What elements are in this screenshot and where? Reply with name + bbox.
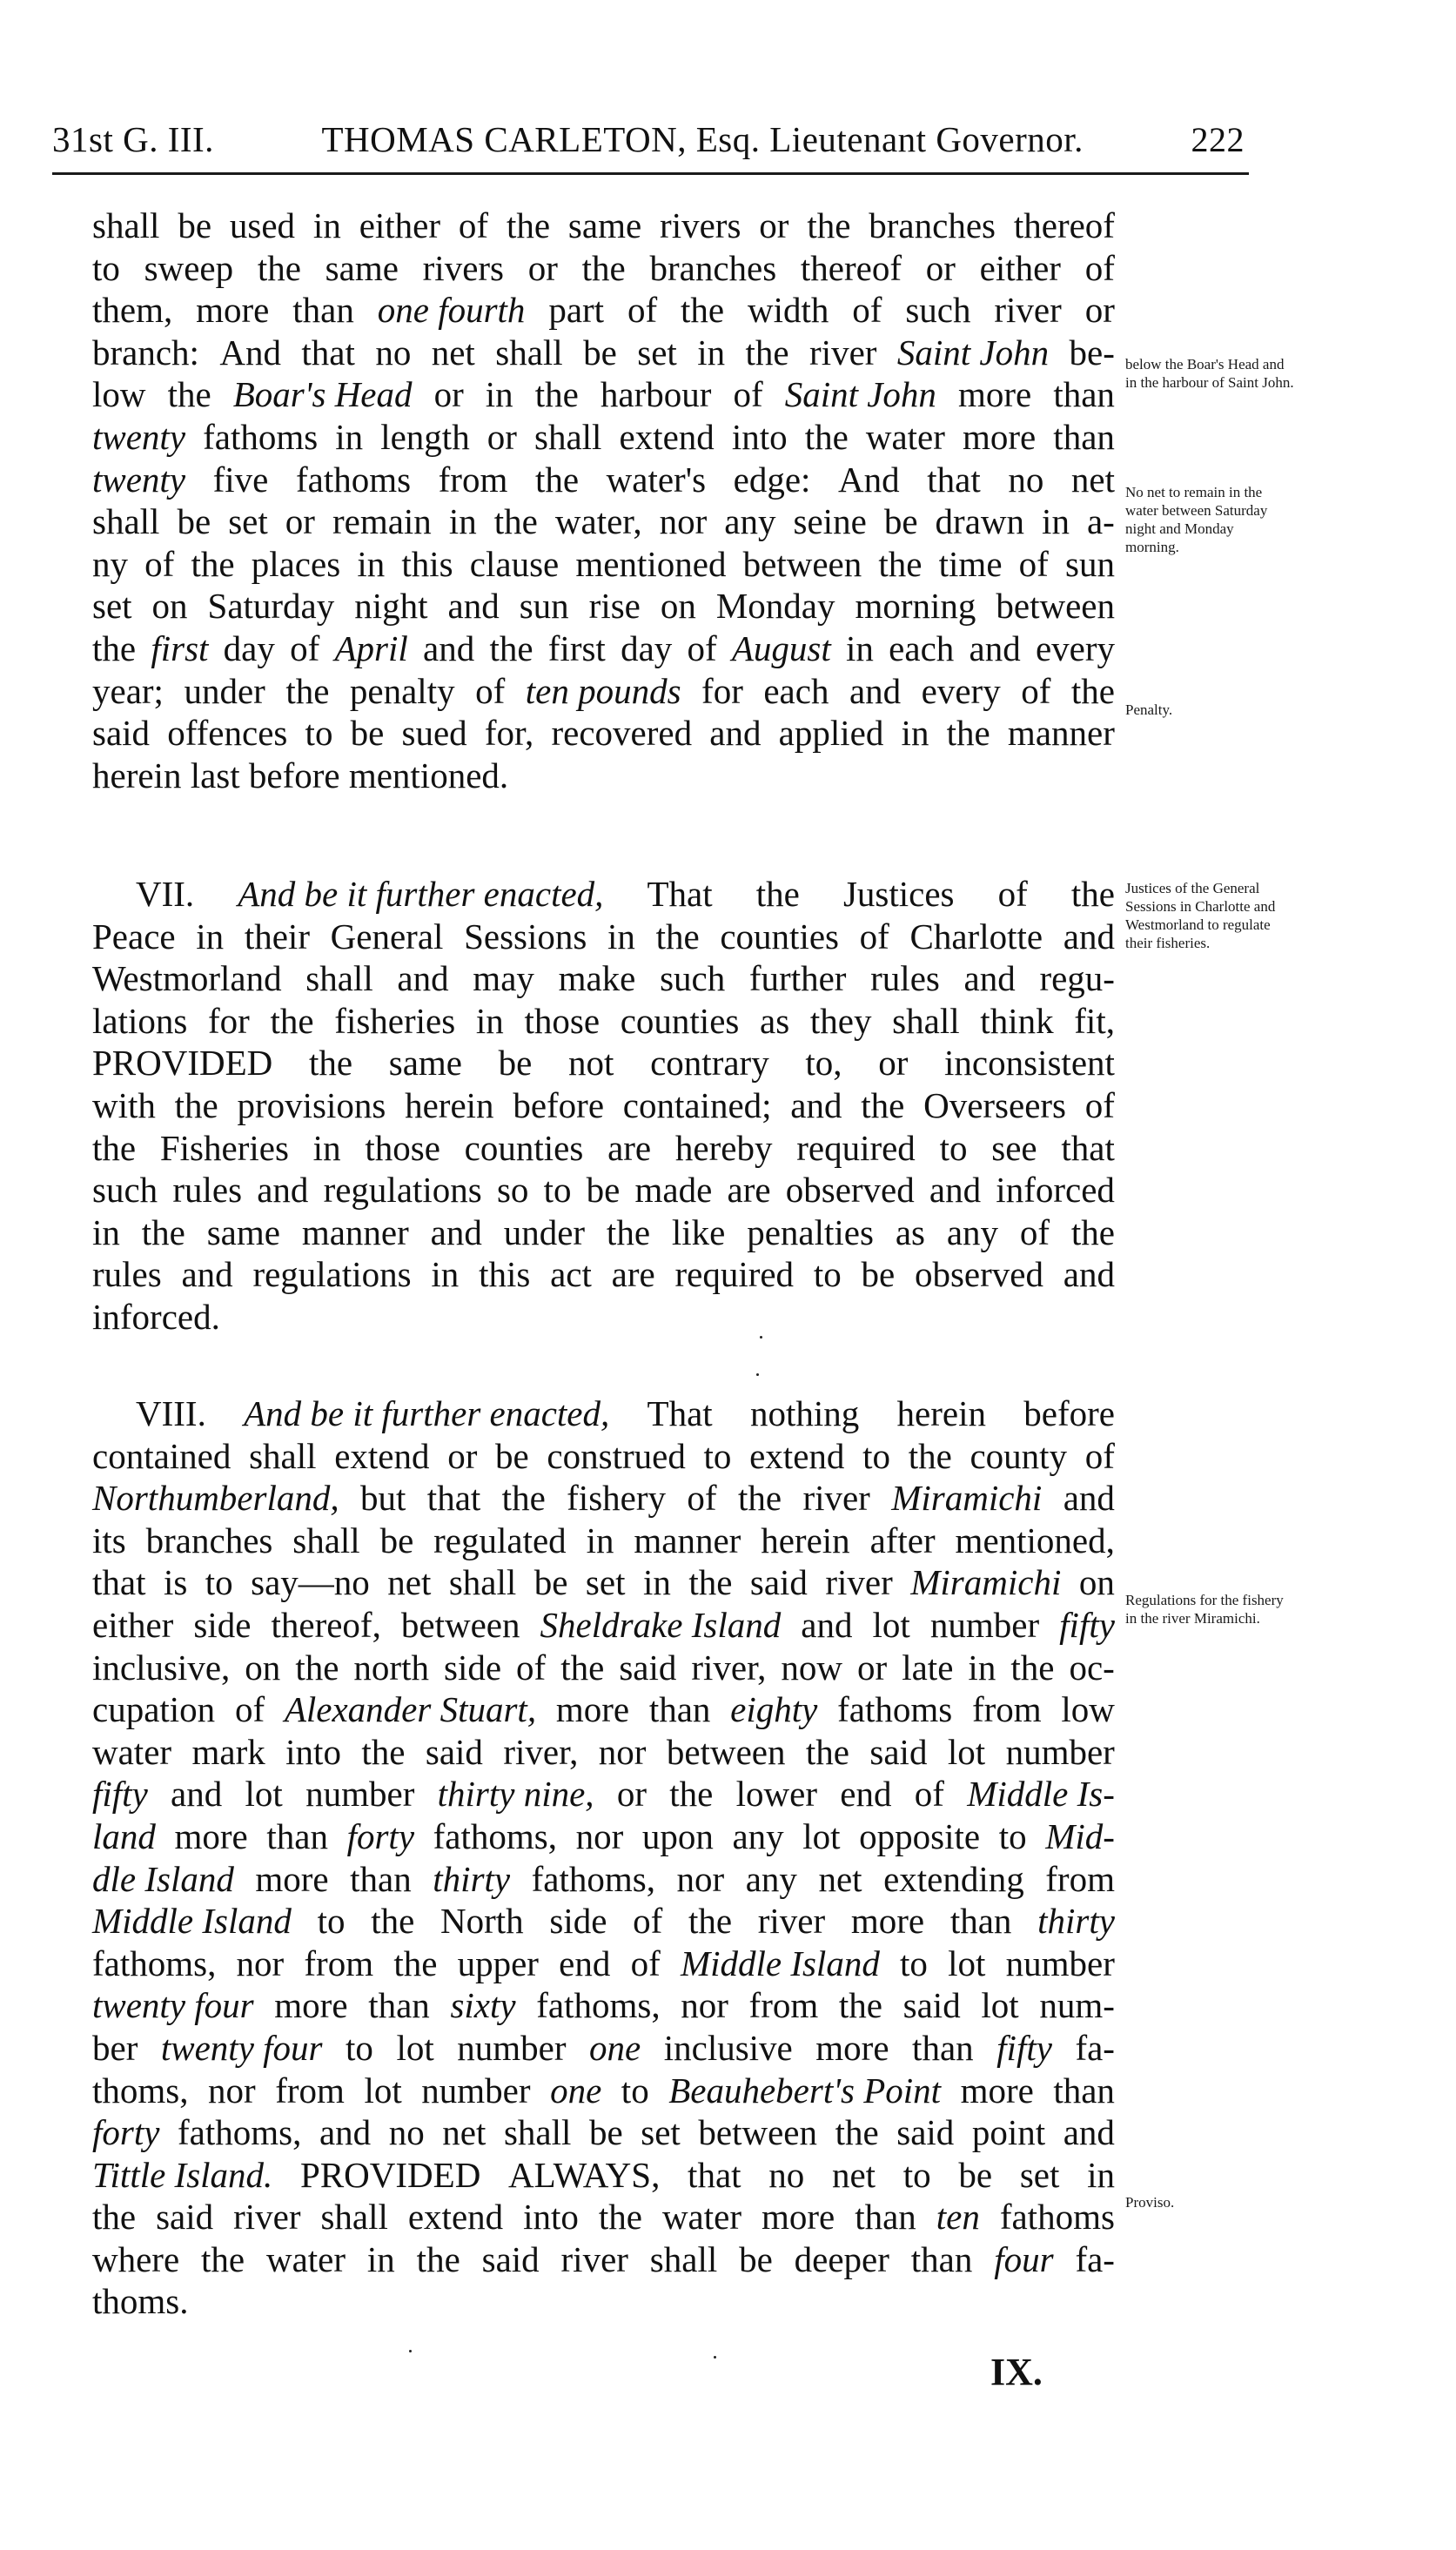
text-line: where the water in the said river shall be deeper than four fa- <box>92 2238 1115 2279</box>
text-line: forty fathoms, and no net shall be set between the said point and <box>92 2112 1115 2153</box>
header-title: THOMAS CARLETON, Esq. Lieutenant Governor. <box>321 119 1084 159</box>
text-line: Middle Island to the North side of the river more than thirty <box>92 1901 1115 1942</box>
text-line: herein last before mentioned. <box>92 755 509 795</box>
text-line: the said river shall extend into the water more than ten fathoms <box>92 2197 1115 2238</box>
text-line: twenty fathoms in length or shall extend into the water more than <box>92 416 1115 457</box>
text-line: either side thereof, between Sheldrake Island and lot number fifty <box>92 1604 1115 1645</box>
text-line: fathoms, nor from the upper end of Middle Island to lot number <box>92 1943 1115 1983</box>
section-6-continuation <box>92 205 1115 796</box>
text-line: Peace in their General Sessions in the counties of Charlotte and <box>92 916 1115 956</box>
text-line: Westmorland shall and may make such further rules and regu- <box>92 958 1115 999</box>
running-header <box>52 118 1245 160</box>
text-line: the Fisheries in those counties are hereby required to see that <box>92 1127 1115 1168</box>
text-line: rules and regulations in this act are required to be observed and <box>92 1254 1115 1295</box>
text-line: VII. And be it further enacted, That the Justices of the <box>136 874 1115 914</box>
text-line: Tittle Island. PROVIDED ALWAYS, that no net to be set in <box>92 2154 1115 2195</box>
margin-note-proviso: Proviso. <box>1125 2194 1175 2211</box>
text-line: them, more than one fourth part of the width of such river or <box>92 290 1115 331</box>
text-line: to sweep the same rivers or the branches thereof or either of <box>92 247 1115 288</box>
text-line: such rules and regulations so to be made are observed and inforced <box>92 1170 1115 1211</box>
text-line: inforced. <box>92 1296 220 1337</box>
regnal-year: 31st G. III. <box>52 119 214 159</box>
text-line: thoms. <box>92 2281 189 2322</box>
section-8 <box>92 1392 1115 2323</box>
margin-note-saint-john: below the Boar's Head and in the harbour of Saint John. <box>1125 356 1294 391</box>
text-line: said offences to be sued for, recovered and applied in the manner <box>92 713 1115 754</box>
text-line: set on Saturday night and sun rise on Monday morning between <box>92 586 1115 627</box>
text-line: shall be set or remain in the water, nor any seine be drawn in a- <box>92 501 1115 542</box>
text-line: the first day of April and the first day of August in each and every <box>92 627 1115 668</box>
print-speck <box>760 1336 762 1339</box>
catchword: IX. <box>990 2351 1043 2393</box>
text-line: VIII. And be it further enacted, That nothing herein before <box>136 1393 1115 1433</box>
text-line: dle Island more than thirty fathoms, nor any net extending from <box>92 1858 1115 1899</box>
text-line: ber twenty four to lot number one inclusive more than fifty fa- <box>92 2027 1115 2068</box>
text-line: lations for the fisheries in those counties as they shall think fit, <box>92 1000 1115 1041</box>
text-line: contained shall extend or be construed to extend to the county of <box>92 1435 1115 1476</box>
text-line: that is to say—no net shall be set in the said river Miramichi on <box>92 1562 1115 1603</box>
text-line: branch: And that no net shall be set in the river Saint John be- <box>92 332 1115 372</box>
text-line: shall be used in either of the same rivers or the branches thereof <box>92 205 1115 245</box>
margin-note-justices: Justices of the General Sessions in Charlotte and Westmorland to regulate their fisheries. <box>1125 880 1276 951</box>
text-line: with the provisions herein before contained; and the Overseers of <box>92 1084 1115 1125</box>
text-line: in the same manner and under the like penalties as any of the <box>92 1211 1115 1252</box>
text-line: low the Boar's Head or in the harbour of Saint John more than <box>92 374 1115 415</box>
text-line: year; under the penalty of ten pounds for each and every of the <box>92 670 1115 711</box>
text-line: twenty four more than sixty fathoms, nor from the said lot num- <box>92 1985 1115 2026</box>
text-line: ny of the places in this clause mentioned between the time of sun <box>92 543 1115 584</box>
text-line: PROVIDED the same be not contrary to, or inconsistent <box>92 1043 1115 1084</box>
margin-note-miramichi: Regulations for the fishery in the river Miramichi. <box>1125 1592 1284 1627</box>
text-line: cupation of Alexander Stuart, more than eighty fathoms from low <box>92 1689 1115 1730</box>
text-line: inclusive, on the north side of the said river, now or late in the oc- <box>92 1647 1115 1688</box>
text-line: water mark into the said river, nor between the said lot number <box>92 1731 1115 1772</box>
text-line: its branches shall be regulated in manner herein after mentioned, <box>92 1520 1115 1560</box>
text-line: fifty and lot number thirty nine, or the lower end of Middle Is- <box>92 1774 1115 1815</box>
margin-note-sunday-nets: No net to remain in the water between Saturday night and Monday morning. <box>1125 484 1268 555</box>
header-rule <box>52 172 1249 175</box>
text-line: Northumberland, but that the fishery of the river Miramichi and <box>92 1478 1115 1519</box>
print-speck <box>409 2350 412 2352</box>
margin-note-penalty: Penalty. <box>1125 701 1173 718</box>
print-speck <box>714 2356 716 2359</box>
text-line: thoms, nor from lot number one to Beauhebert's Point more than <box>92 2070 1115 2110</box>
text-line: twenty five fathoms from the water's edge: And that no net <box>92 459 1115 500</box>
section-7 <box>92 873 1115 1339</box>
print-speck <box>756 1373 759 1376</box>
page-number: 222 <box>1191 120 1245 159</box>
text-line: land more than forty fathoms, nor upon any lot opposite to Mid- <box>92 1815 1115 1856</box>
